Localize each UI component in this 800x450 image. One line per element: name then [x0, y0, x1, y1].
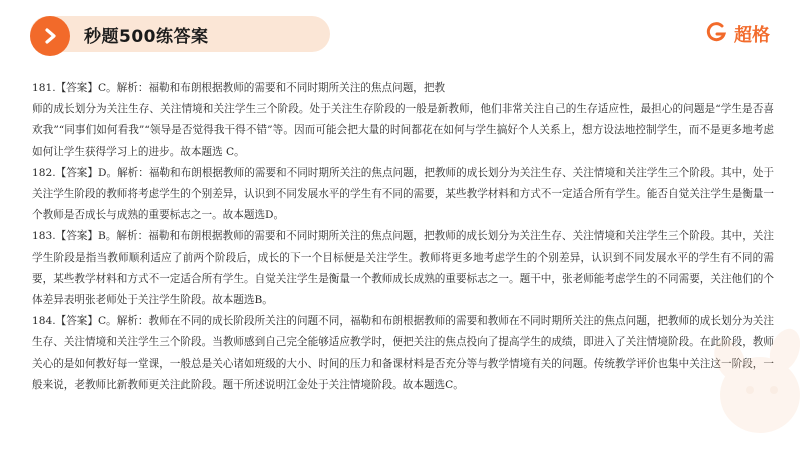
- answer-body: 其中，处于关注学生阶段的教师将考虑学生的个别差异，认识到不同发展水平的学生有不同的需要，某些教学材料和方式不一定适合所有学生。能否自觉关注学生是衡量一个教师是否成长与成熟的重要标志之一。故本题选D。: [32, 166, 775, 222]
- answer-182: [32, 163, 774, 227]
- answer-184: [32, 311, 774, 396]
- answer-first-line: B。解析：福勒和布朗根据教师的需要和不同时期所关注的焦点问题，把教师的成长划分为关注生存、关注情境和关注学生三个阶段。: [98, 230, 721, 243]
- answer-number: 182.: [32, 166, 56, 179]
- answer-tag: 【答案】: [55, 82, 98, 94]
- chaoge-logo-icon: [706, 21, 728, 47]
- answer-body: 师的成长划分为关注生存、关注情境和关注学生三个阶段。处于关注生存阶段的一般是新教师，他们非常关注自己的生存适应性，最担心的问题是“学生是否喜欢我”“同事们如何看我”“领导是否觉得我干得不错”等。因而可能会把大量的时间都花在如何与学生搞好个人关系上，想方设法地控制学生，而不是更多地考虑如何让学生获得学习上的进步。故本题选 C。: [32, 103, 774, 158]
- answer-number: 181.: [32, 82, 56, 94]
- brand-logo: [706, 20, 770, 48]
- brand-name: 超格: [734, 25, 770, 46]
- chevron-right-icon[interactable]: [30, 16, 70, 56]
- answer-number: 183.: [32, 230, 56, 243]
- mascot-watermark-icon: [690, 310, 800, 440]
- header-bar: [0, 0, 800, 68]
- page-title: 秒题500练答案: [84, 27, 209, 47]
- answer-first-line: D。解析：福勒和布朗根据教师的需要和不同时期所关注的焦点问题，把教师的成长划分为关注生存、关注情境和关注学生三个阶段。: [97, 166, 722, 179]
- answer-first-line: C。解析：福勒和布朗根据教师的需要和不同时期所关注的焦点问题，把教: [97, 82, 446, 94]
- answer-tag: 【答案】: [55, 166, 98, 179]
- answer-181: [32, 78, 774, 163]
- answer-body: 其中，关注学生阶段是指当教师顺利适应了前两个阶段后，成长的下一个目标便是关注学生。教师将更多地考虑学生的个别差异，认识到不同发展水平的学生有不同的需要，某些教学材料和方式不一定适合所有学生。自觉关注学生是衡量一个教师成长成熟的重要标志之一。题干中，张老师能考虑学生的不同需要，关注他们的个体差异表明张老师处于关注学生阶段。故本题选B。: [32, 230, 775, 307]
- answer-number: 184.: [32, 315, 56, 328]
- answer-tag: 【答案】: [55, 315, 99, 328]
- answer-183: [32, 226, 774, 311]
- answer-content: [32, 78, 774, 396]
- answer-first-line: C。解析：教师在不同的成长阶段所关注的问题不同，福勒和布朗根据教师的需要和教师在不同时期所关注的焦点问题，把教师的成: [98, 315, 711, 328]
- answer-body: 长划分为关注生存、关注情境和关注学生三个阶段。当教师感到自己完全能够适应教学时，便把关注的焦点投向了提高学生的成绩，即进入了关注情境阶段。在此阶段，教师关心的是如何教好每一堂课，一般总是关心诸如班级的大小、时间的压力和备课材料是否充分等与教学情境有关的问题。传统教学评价也集中关注这一阶段，一般来说，老教师比新教师更关注此阶段。题干所述说明江金处于关注情境阶段。故本题选C。: [32, 315, 775, 391]
- answer-tag: 【答案】: [55, 230, 99, 243]
